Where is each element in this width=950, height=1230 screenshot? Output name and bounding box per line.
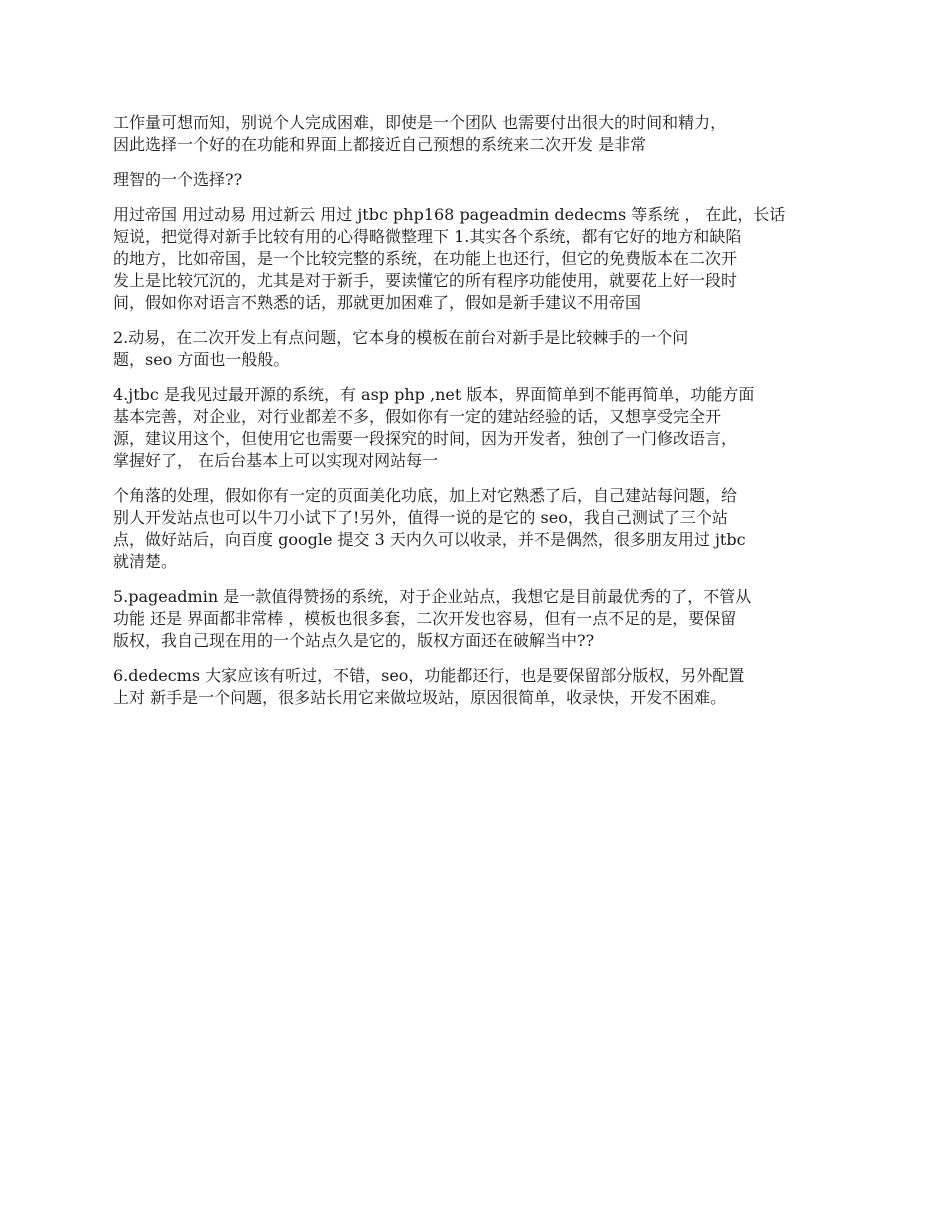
text-line: 理智的一个选择?? [113,170,243,189]
text-line: 上对 新手是一个问题，很多站长用它来做垃圾站，原因很简单，收录快，开发不困难。 [113,688,727,707]
document-body [113,112,843,722]
paragraph [113,384,843,472]
text-line: 6.dedecms 大家应该有听过，不错，seo，功能都还行，也是要保留部分版权，另外配置 [113,666,745,685]
text-line: 短说，把觉得对新手比较有用的心得略微整理下 1.其实各个系统，都有它好的地方和缺陷 [113,227,742,246]
paragraph [113,485,843,573]
text-line: 4.jtbc 是我见过最开源的系统，有 asp php ,net 版本，界面简单到不能再简单，功能方面 [113,385,755,404]
paragraph [113,665,843,709]
text-line: 用过帝国 用过动易 用过新云 用过 jtbc php168 pageadmin dedecms 等系统 ， 在此，长话 [113,205,786,224]
paragraph [113,169,843,191]
text-line: 掌握好了， 在后台基本上可以实现对网站每一 [113,451,439,470]
paragraph [113,327,843,371]
text-line: 的地方，比如帝国，是一个比较完整的系统，在功能上也还行，但它的免费版本在二次开 [113,249,738,268]
paragraph [113,204,843,314]
text-line: 点，做好站后，向百度 google 提交 3 天内久可以收录，并不是偶然，很多朋友用过 jtbc [113,530,746,549]
text-line: 版权，我自己现在用的一个站点久是它的，版权方面还在破解当中?? [113,631,595,650]
text-line: 因此选择一个好的在功能和界面上都接近自己预想的系统来二次开发 是非常 [113,135,647,154]
text-line: 5.pageadmin 是一款值得赞扬的系统，对于企业站点，我想它是目前最优秀的了，不管从 [113,587,752,606]
text-line: 功能 还是 界面都非常棒 ，模板也很多套，二次开发也容易，但有一点不足的是，要保留 [113,609,737,628]
text-line: 题，seo 方面也一般般。 [113,350,290,369]
text-line: 源，建议用这个，但使用它也需要一段探究的时间，因为开发者，独创了一门修改语言， [113,429,738,448]
paragraph [113,586,843,652]
paragraph [113,112,843,156]
text-line: 2.动易，在二次开发上有点问题，它本身的模板在前台对新手是比较棘手的一个问 [113,328,689,347]
text-line: 发上是比较冗沉的，尤其是对于新手，要读懂它的所有程序功能使用，就要花上好一段时 [113,271,738,290]
text-line: 间，假如你对语言不熟悉的话，那就更加困难了，假如是新手建议不用帝国 [113,293,642,312]
text-line: 个角落的处理，假如你有一定的页面美化功底，加上对它熟悉了后，自己建站每问题，给 [113,486,738,505]
text-line: 就清楚。 [113,552,178,571]
text-line: 基本完善，对企业，对行业都差不多，假如你有一定的建站经验的话，又想享受完全开 [113,407,722,426]
text-line: 别人开发站点也可以牛刀小试下了!另外，值得一说的是它的 seo，我自己测试了三个站 [113,508,728,527]
text-line: 工作量可想而知，别说个人完成困难，即使是一个团队 也需要付出很大的时间和精力， [113,113,727,132]
